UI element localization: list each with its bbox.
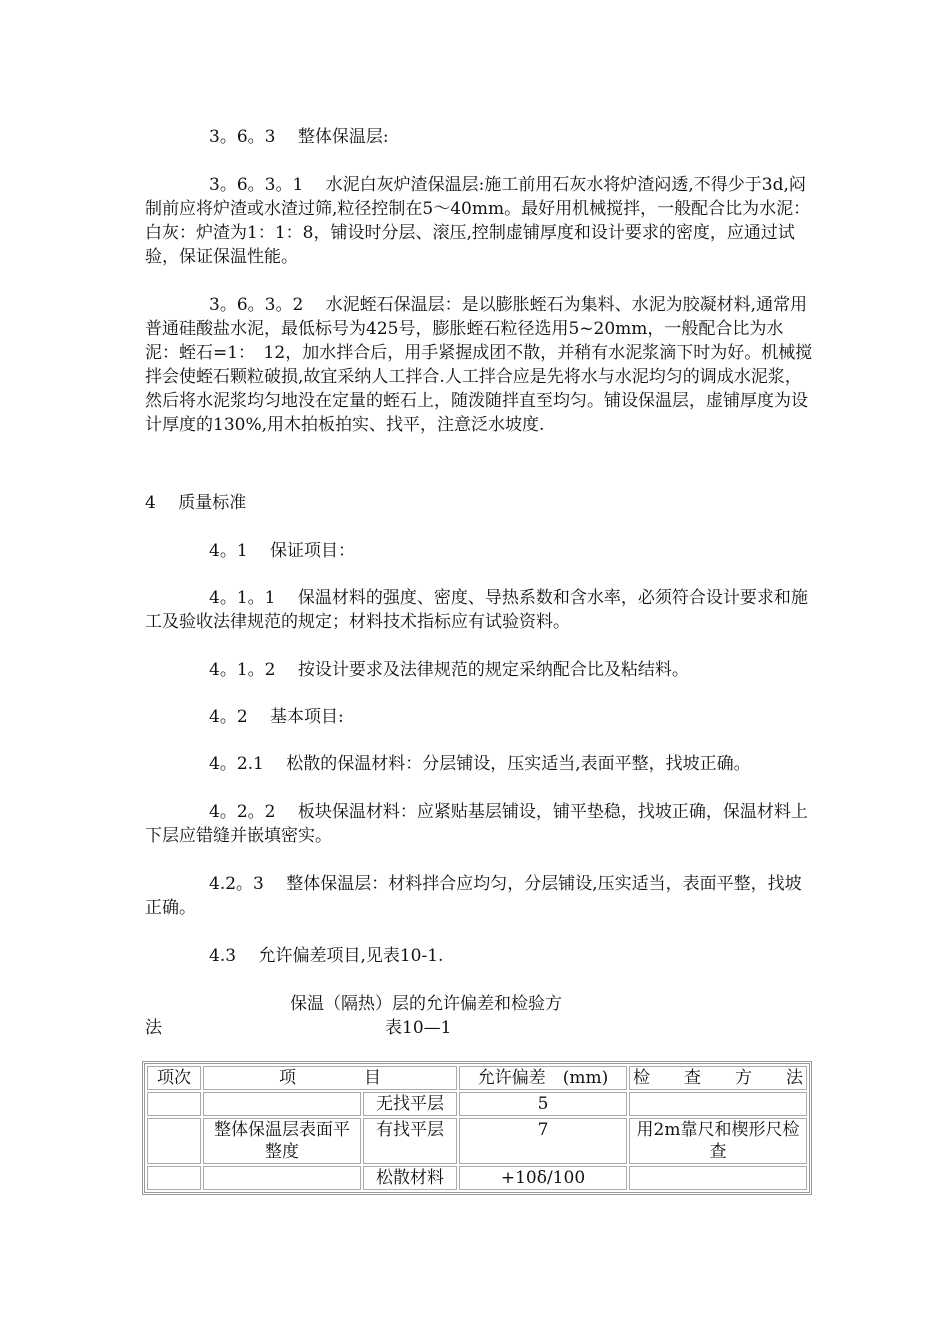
table-number: 表10—1 <box>385 1018 452 1038</box>
row1-tolerance: 5 <box>459 1092 627 1116</box>
paragraph-4-2-3: 4.2。3 整体保温层：材料拌合应均匀，分层铺设,压实适当，表面平整，找坡正确。 <box>145 874 802 918</box>
heading-4-2: 4。2 基本项目: <box>209 707 344 727</box>
section-heading-4: 4 质量标准 <box>145 493 247 513</box>
row3-sub: 松散材料 <box>363 1166 457 1190</box>
header-method: 检 查 方 法 <box>629 1066 807 1090</box>
header-item: 项 目 <box>203 1066 457 1090</box>
deviation-table <box>142 1061 812 1195</box>
table-header-row <box>147 1066 807 1090</box>
row2-method: 用2m靠尺和楔形尺检查 <box>629 1118 807 1164</box>
row2-sub: 有找平层 <box>363 1118 457 1164</box>
header-index: 项次 <box>147 1066 201 1090</box>
paragraph-3-6-3-1: 3。6。3。1 水泥白灰炉渣保温层:施工前用石灰水将炉渣闷透,不得少于3d,闷制前应将炉渣或水渣过筛,粒径控制在5～40mm。最好用机械搅拌，一般配合比为水泥：白灰：炉渣为1：1：8，铺设时分层、滚压,控制虚铺厚度和设计要求的密度，应通过试验，保证保温性能。 <box>145 175 811 267</box>
heading-4-1: 4。1 保证项目： <box>209 541 356 561</box>
table-caption-cont: 法 <box>145 1018 162 1038</box>
table-row <box>147 1118 807 1164</box>
row1-sub: 无找平层 <box>363 1092 457 1116</box>
heading-3-6-3: 3。6。3 整体保温层: <box>209 127 389 147</box>
row3-tolerance: +10δ/100 <box>459 1166 627 1190</box>
paragraph-4-1-2: 4。1。2 按设计要求及法律规范的规定采纳配合比及粘结料。 <box>209 660 689 680</box>
paragraph-4-2-2: 4。2。2 板块保温材料：应紧贴基层铺设，铺平垫稳，找坡正确，保温材料上下层应错缝并嵌填密实。 <box>145 802 808 846</box>
paragraph-4-1-1: 4。1。1 保温材料的强度、密度、导热系数和含水率，必须符合设计要求和施工及验收法律规范的规定；材料技术指标应有试验资料。 <box>145 588 808 632</box>
table-row <box>147 1166 807 1190</box>
paragraph-4-2-1: 4。2.1 松散的保温材料：分层铺设，压实适当,表面平整，找坡正确。 <box>209 754 751 774</box>
row2-tolerance: 7 <box>459 1118 627 1164</box>
paragraph-3-6-3-2: 3。6。3。2 水泥蛭石保温层：是以膨胀蛭石为集料、水泥为胶凝材料,通常用普通硅酸盐水泥，最低标号为425号，膨胀蛭石粒径选用5~20mm，一般配合比为水泥：蛭石=1： 12，加水拌合后，用手紧握成团不散，并稍有水泥浆滴下时为好。机械搅拌会使蛭石颗粒破损,故宜采纳人工拌合.人工拌合应是先将水与水泥均匀的调成水泥浆，然后将水泥浆均匀地没在定量的蛭石上，随泼随拌直至均匀。铺设保温层，虚铺厚度为设计厚度的130%,用木拍板拍实、找平，注意泛水坡度. <box>145 295 813 435</box>
row2-item: 整体保温层表面平整度 <box>203 1118 361 1164</box>
header-tolerance: 允许偏差 (mm) <box>459 1066 627 1090</box>
table-caption: 保温（隔热）层的允许偏差和检验方 <box>290 994 562 1014</box>
table-row <box>147 1092 807 1116</box>
paragraph-4-3: 4.3 允许偏差项目,见表10-1. <box>209 946 444 966</box>
